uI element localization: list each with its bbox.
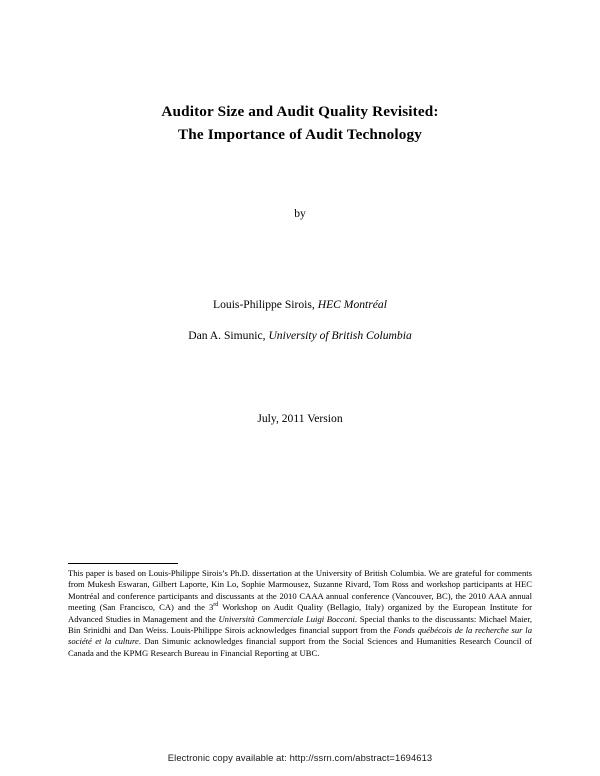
- footnote-block: [68, 563, 532, 659]
- footnote-ordinal-suffix: rd: [213, 601, 219, 609]
- author-entry-1: [68, 297, 532, 313]
- footnote-part-4: . Dan Simunic acknowledges financial support from the Social Sciences and Humanities Research Council of Canada and the KPMG Research Bureau in Financial Reporting at UBC.: [68, 636, 532, 658]
- author-name-1: Louis-Philippe Sirois,: [213, 298, 318, 311]
- byline: by: [294, 207, 306, 220]
- author-list: [68, 297, 532, 344]
- footnote-part-1: This paper is based on Louis-Philippe Sirois’s Ph.D. dissertation at the University of British Columbia. We are grateful for comments from Mukesh Eswaran, Gilbert Laporte, Kin Lo, Sophie Marmousez, Suzanne Rivard, Tom Ross and workshop participants at HEC Montréal and conference participants and discussants at the 2010 CAAA annual conference (Vancouver, BC), the 2010 AAA annual meeting (San Francisco, CA) and the 3: [68, 568, 532, 613]
- title-line-2: The Importance of Audit Technology: [178, 126, 422, 143]
- author-entry-2: [68, 328, 532, 344]
- page-title: [68, 100, 532, 146]
- footnote-separator-rule: [68, 563, 178, 564]
- author-affiliation-2: University of British Columbia: [268, 329, 412, 342]
- title-line-1: Auditor Size and Audit Quality Revisited:: [161, 103, 439, 120]
- footnote-text: [68, 568, 532, 659]
- footnote-part-2: Workshop on Audit Quality (Bellagio, Italy) organized by the European Institute for Advanced Studies in Management and the: [68, 602, 532, 624]
- footnote-italic-fonds: Fonds québécois de la recherche sur la société et la culture: [68, 625, 532, 647]
- footnote-part-3: . Special thanks to the discussants: Michael Maier, Bin Srinidhi and Dan Weiss. Louis-Philippe Sirois acknowledges financial support from the: [68, 613, 532, 636]
- author-name-2: Dan A. Simunic,: [188, 329, 269, 342]
- author-affiliation-1: HEC Montréal: [317, 298, 387, 311]
- ssrn-availability-footer: Electronic copy available at: http://ssrn.com/abstract=1694613: [167, 752, 433, 763]
- version-date: July, 2011 Version: [257, 412, 343, 425]
- footnote-italic-bocconi: Università Commerciale Luigi Bocconi: [218, 613, 355, 624]
